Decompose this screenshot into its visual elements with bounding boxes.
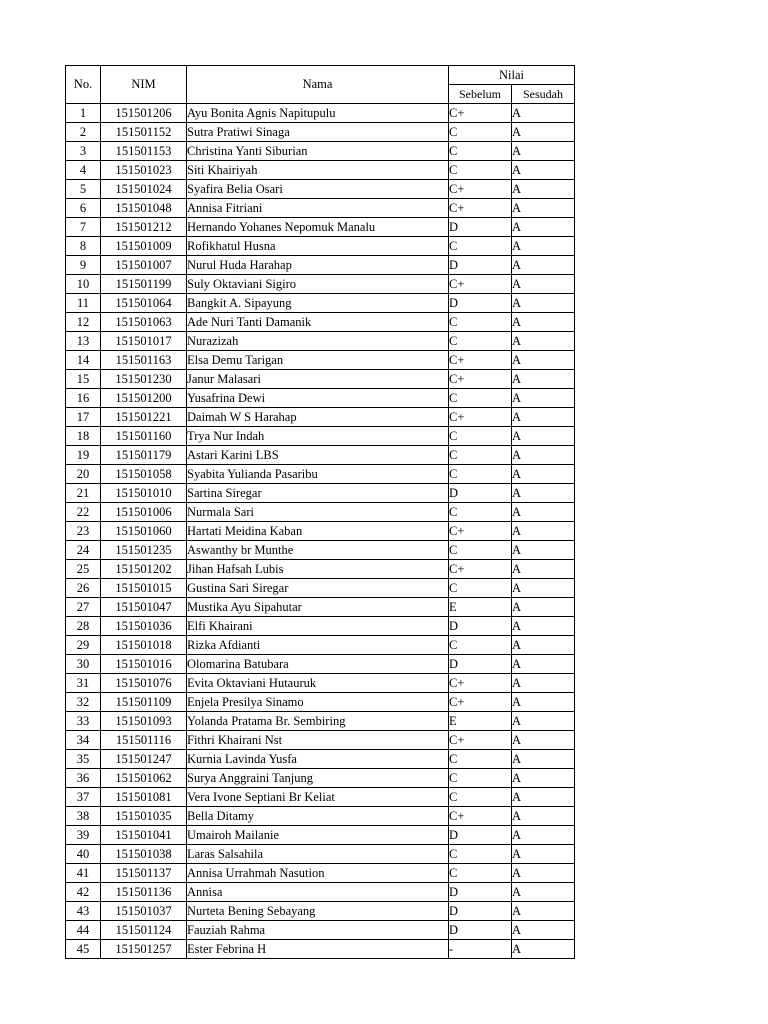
cell-nim: 151501058 [101, 465, 187, 484]
cell-sebelum: C+ [449, 674, 512, 693]
table-row [66, 142, 575, 161]
cell-sebelum: C [449, 769, 512, 788]
cell-no: 43 [66, 902, 101, 921]
table-body [66, 104, 575, 959]
table-row [66, 674, 575, 693]
cell-sesudah: A [512, 237, 575, 256]
header-nama: Nama [187, 66, 449, 104]
cell-no: 20 [66, 465, 101, 484]
cell-sebelum: C+ [449, 104, 512, 123]
cell-nama: Nurmala Sari [187, 503, 449, 522]
cell-sebelum: C [449, 427, 512, 446]
cell-nim: 151501024 [101, 180, 187, 199]
cell-sesudah: A [512, 750, 575, 769]
cell-sebelum: C [449, 579, 512, 598]
cell-no: 14 [66, 351, 101, 370]
cell-sesudah: A [512, 446, 575, 465]
header-no: No. [66, 66, 101, 104]
cell-sesudah: A [512, 370, 575, 389]
table-row [66, 123, 575, 142]
table-row [66, 275, 575, 294]
table-row [66, 351, 575, 370]
table-row [66, 750, 575, 769]
cell-nim: 151501200 [101, 389, 187, 408]
cell-nama: Annisa [187, 883, 449, 902]
cell-nim: 151501116 [101, 731, 187, 750]
table-row [66, 940, 575, 959]
cell-nim: 151501023 [101, 161, 187, 180]
cell-no: 21 [66, 484, 101, 503]
cell-nim: 151501015 [101, 579, 187, 598]
cell-sesudah: A [512, 864, 575, 883]
cell-sebelum: C+ [449, 180, 512, 199]
table-row [66, 218, 575, 237]
cell-sebelum: C [449, 313, 512, 332]
table-row [66, 826, 575, 845]
cell-nim: 151501124 [101, 921, 187, 940]
cell-no: 10 [66, 275, 101, 294]
cell-sesudah: A [512, 921, 575, 940]
cell-nama: Annisa Urrahmah Nasution [187, 864, 449, 883]
cell-no: 18 [66, 427, 101, 446]
cell-sebelum: C [449, 465, 512, 484]
cell-sebelum: C [449, 636, 512, 655]
cell-no: 7 [66, 218, 101, 237]
cell-nama: Siti Khairiyah [187, 161, 449, 180]
cell-nim: 151501212 [101, 218, 187, 237]
cell-sesudah: A [512, 180, 575, 199]
cell-nama: Sutra Pratiwi Sinaga [187, 123, 449, 142]
cell-nim: 151501006 [101, 503, 187, 522]
cell-nim: 151501036 [101, 617, 187, 636]
cell-sesudah: A [512, 712, 575, 731]
cell-no: 29 [66, 636, 101, 655]
cell-nama: Ayu Bonita Agnis Napitupulu [187, 104, 449, 123]
cell-nim: 151501109 [101, 693, 187, 712]
cell-nim: 151501136 [101, 883, 187, 902]
cell-sebelum: C [449, 845, 512, 864]
table-row [66, 731, 575, 750]
cell-nim: 151501035 [101, 807, 187, 826]
cell-sesudah: A [512, 313, 575, 332]
cell-no: 32 [66, 693, 101, 712]
cell-no: 44 [66, 921, 101, 940]
cell-sesudah: A [512, 845, 575, 864]
table-row [66, 655, 575, 674]
cell-nama: Fauziah Rahma [187, 921, 449, 940]
cell-nama: Aswanthy br Munthe [187, 541, 449, 560]
cell-nim: 151501152 [101, 123, 187, 142]
table-row [66, 199, 575, 218]
cell-nama: Yusafrina Dewi [187, 389, 449, 408]
table-row [66, 579, 575, 598]
cell-nim: 151501221 [101, 408, 187, 427]
cell-sebelum: C+ [449, 199, 512, 218]
cell-nama: Nurteta Bening Sebayang [187, 902, 449, 921]
cell-nim: 151501017 [101, 332, 187, 351]
table-row [66, 161, 575, 180]
table-row [66, 712, 575, 731]
cell-nim: 151501007 [101, 256, 187, 275]
cell-nama: Syabita Yulianda Pasaribu [187, 465, 449, 484]
cell-no: 9 [66, 256, 101, 275]
cell-nama: Nurul Huda Harahap [187, 256, 449, 275]
cell-no: 1 [66, 104, 101, 123]
cell-nim: 151501235 [101, 541, 187, 560]
cell-no: 22 [66, 503, 101, 522]
cell-nama: Astari Karini LBS [187, 446, 449, 465]
cell-nama: Hernando Yohanes Nepomuk Manalu [187, 218, 449, 237]
table-header [66, 66, 575, 104]
table-row [66, 484, 575, 503]
header-sebelum: Sebelum [449, 85, 512, 104]
cell-nama: Syafira Belia Osari [187, 180, 449, 199]
cell-no: 31 [66, 674, 101, 693]
cell-no: 23 [66, 522, 101, 541]
table-row [66, 598, 575, 617]
cell-nama: Gustina Sari Siregar [187, 579, 449, 598]
cell-no: 5 [66, 180, 101, 199]
cell-nim: 151501047 [101, 598, 187, 617]
cell-sebelum: C+ [449, 408, 512, 427]
cell-sebelum: C [449, 541, 512, 560]
cell-sebelum: C [449, 332, 512, 351]
cell-sebelum: D [449, 218, 512, 237]
cell-nim: 151501153 [101, 142, 187, 161]
table-row [66, 769, 575, 788]
cell-sebelum: D [449, 655, 512, 674]
table-row [66, 294, 575, 313]
cell-sesudah: A [512, 332, 575, 351]
cell-sesudah: A [512, 769, 575, 788]
cell-nim: 151501179 [101, 446, 187, 465]
cell-nama: Christina Yanti Siburian [187, 142, 449, 161]
cell-sesudah: A [512, 655, 575, 674]
cell-sesudah: A [512, 503, 575, 522]
cell-nim: 151501038 [101, 845, 187, 864]
cell-sebelum: D [449, 902, 512, 921]
cell-nama: Janur Malasari [187, 370, 449, 389]
table-row [66, 636, 575, 655]
cell-nim: 151501206 [101, 104, 187, 123]
cell-no: 42 [66, 883, 101, 902]
table-row [66, 389, 575, 408]
table-row [66, 332, 575, 351]
cell-no: 24 [66, 541, 101, 560]
cell-sebelum: D [449, 256, 512, 275]
cell-sebelum: C+ [449, 693, 512, 712]
table-row [66, 313, 575, 332]
cell-nama: Fithri Khairani Nst [187, 731, 449, 750]
cell-sebelum: C+ [449, 560, 512, 579]
cell-nama: Rizka Afdianti [187, 636, 449, 655]
cell-sesudah: A [512, 218, 575, 237]
cell-sesudah: A [512, 522, 575, 541]
table-row [66, 446, 575, 465]
cell-sebelum: C [449, 142, 512, 161]
cell-nim: 151501230 [101, 370, 187, 389]
cell-nama: Evita Oktaviani Hutauruk [187, 674, 449, 693]
cell-sesudah: A [512, 636, 575, 655]
cell-nama: Daimah W S Harahap [187, 408, 449, 427]
cell-nama: Ade Nuri Tanti Damanik [187, 313, 449, 332]
cell-sesudah: A [512, 560, 575, 579]
cell-nim: 151501041 [101, 826, 187, 845]
cell-sesudah: A [512, 940, 575, 959]
cell-nim: 151501202 [101, 560, 187, 579]
cell-nim: 151501247 [101, 750, 187, 769]
cell-no: 26 [66, 579, 101, 598]
cell-nama: Ester Febrina H [187, 940, 449, 959]
cell-nim: 151501163 [101, 351, 187, 370]
cell-nim: 151501076 [101, 674, 187, 693]
cell-nim: 151501063 [101, 313, 187, 332]
cell-nim: 151501010 [101, 484, 187, 503]
table-row [66, 256, 575, 275]
cell-no: 25 [66, 560, 101, 579]
cell-sesudah: A [512, 389, 575, 408]
cell-sebelum: E [449, 598, 512, 617]
cell-sebelum: D [449, 826, 512, 845]
cell-no: 33 [66, 712, 101, 731]
table-row [66, 427, 575, 446]
cell-sesudah: A [512, 294, 575, 313]
cell-nim: 151501199 [101, 275, 187, 294]
cell-nama: Elfi Khairani [187, 617, 449, 636]
table-row [66, 104, 575, 123]
table-row [66, 693, 575, 712]
cell-nim: 151501062 [101, 769, 187, 788]
cell-sebelum: C [449, 503, 512, 522]
cell-nama: Elsa Demu Tarigan [187, 351, 449, 370]
cell-sesudah: A [512, 408, 575, 427]
cell-sesudah: A [512, 123, 575, 142]
cell-no: 28 [66, 617, 101, 636]
header-nilai: Nilai [449, 66, 575, 85]
cell-nama: Nurazizah [187, 332, 449, 351]
cell-nama: Olomarina Batubara [187, 655, 449, 674]
table-row [66, 883, 575, 902]
cell-sebelum: D [449, 484, 512, 503]
cell-no: 41 [66, 864, 101, 883]
cell-sebelum: C [449, 864, 512, 883]
cell-sesudah: A [512, 598, 575, 617]
cell-sebelum: C+ [449, 370, 512, 389]
cell-sebelum: C+ [449, 275, 512, 294]
table-row [66, 560, 575, 579]
table-row [66, 408, 575, 427]
cell-nama: Surya Anggraini Tanjung [187, 769, 449, 788]
cell-sebelum: C+ [449, 351, 512, 370]
cell-sebelum: C [449, 389, 512, 408]
cell-sesudah: A [512, 465, 575, 484]
cell-sebelum: - [449, 940, 512, 959]
cell-sebelum: E [449, 712, 512, 731]
cell-no: 34 [66, 731, 101, 750]
cell-sebelum: C+ [449, 731, 512, 750]
cell-sesudah: A [512, 788, 575, 807]
cell-nama: Jihan Hafsah Lubis [187, 560, 449, 579]
table-row [66, 180, 575, 199]
cell-no: 16 [66, 389, 101, 408]
cell-sesudah: A [512, 617, 575, 636]
cell-no: 15 [66, 370, 101, 389]
table-row [66, 541, 575, 560]
cell-nama: Bella Ditamy [187, 807, 449, 826]
cell-no: 35 [66, 750, 101, 769]
cell-nama: Trya Nur Indah [187, 427, 449, 446]
cell-nama: Sartina Siregar [187, 484, 449, 503]
cell-no: 4 [66, 161, 101, 180]
grades-table [65, 65, 575, 959]
cell-no: 17 [66, 408, 101, 427]
cell-nim: 151501093 [101, 712, 187, 731]
table-row [66, 845, 575, 864]
cell-sesudah: A [512, 807, 575, 826]
cell-sesudah: A [512, 693, 575, 712]
cell-nim: 151501018 [101, 636, 187, 655]
cell-sesudah: A [512, 883, 575, 902]
cell-no: 3 [66, 142, 101, 161]
cell-nim: 151501064 [101, 294, 187, 313]
cell-sesudah: A [512, 484, 575, 503]
cell-nim: 151501137 [101, 864, 187, 883]
table-row [66, 807, 575, 826]
cell-nim: 151501060 [101, 522, 187, 541]
cell-no: 2 [66, 123, 101, 142]
cell-sesudah: A [512, 579, 575, 598]
header-nim: NIM [101, 66, 187, 104]
cell-sebelum: C [449, 446, 512, 465]
cell-no: 6 [66, 199, 101, 218]
cell-no: 19 [66, 446, 101, 465]
cell-sesudah: A [512, 674, 575, 693]
table-row [66, 864, 575, 883]
cell-sebelum: C [449, 788, 512, 807]
cell-no: 38 [66, 807, 101, 826]
cell-no: 27 [66, 598, 101, 617]
cell-sesudah: A [512, 427, 575, 446]
table-row [66, 237, 575, 256]
cell-nim: 151501257 [101, 940, 187, 959]
cell-nim: 151501081 [101, 788, 187, 807]
cell-sebelum: C [449, 161, 512, 180]
cell-sesudah: A [512, 826, 575, 845]
table-row [66, 617, 575, 636]
table-row [66, 503, 575, 522]
cell-nama: Hartati Meidina Kaban [187, 522, 449, 541]
cell-sebelum: D [449, 294, 512, 313]
cell-sesudah: A [512, 142, 575, 161]
cell-nama: Suly Oktaviani Sigiro [187, 275, 449, 294]
cell-no: 13 [66, 332, 101, 351]
cell-sesudah: A [512, 161, 575, 180]
cell-no: 12 [66, 313, 101, 332]
cell-no: 37 [66, 788, 101, 807]
cell-nama: Laras Salsahila [187, 845, 449, 864]
cell-nama: Rofikhatul Husna [187, 237, 449, 256]
cell-nim: 151501048 [101, 199, 187, 218]
cell-sebelum: C [449, 237, 512, 256]
cell-no: 11 [66, 294, 101, 313]
cell-no: 45 [66, 940, 101, 959]
table-row [66, 370, 575, 389]
cell-sebelum: D [449, 617, 512, 636]
cell-nama: Enjela Presilya Sinamo [187, 693, 449, 712]
cell-sesudah: A [512, 104, 575, 123]
cell-sebelum: D [449, 921, 512, 940]
cell-sesudah: A [512, 275, 575, 294]
cell-nama: Mustika Ayu Sipahutar [187, 598, 449, 617]
cell-sesudah: A [512, 902, 575, 921]
cell-nim: 151501037 [101, 902, 187, 921]
cell-no: 36 [66, 769, 101, 788]
header-sesudah: Sesudah [512, 85, 575, 104]
table-row [66, 902, 575, 921]
table-row [66, 465, 575, 484]
cell-sesudah: A [512, 541, 575, 560]
cell-sesudah: A [512, 256, 575, 275]
cell-sebelum: D [449, 883, 512, 902]
cell-no: 8 [66, 237, 101, 256]
cell-no: 39 [66, 826, 101, 845]
cell-no: 30 [66, 655, 101, 674]
cell-nama: Vera Ivone Septiani Br Keliat [187, 788, 449, 807]
cell-sesudah: A [512, 351, 575, 370]
cell-nama: Annisa Fitriani [187, 199, 449, 218]
cell-nama: Yolanda Pratama Br. Sembiring [187, 712, 449, 731]
table-row [66, 788, 575, 807]
cell-nim: 151501009 [101, 237, 187, 256]
cell-nama: Bangkit A. Sipayung [187, 294, 449, 313]
cell-no: 40 [66, 845, 101, 864]
cell-sesudah: A [512, 199, 575, 218]
header-row-top [66, 66, 575, 85]
cell-sebelum: C+ [449, 522, 512, 541]
cell-nama: Kurnia Lavinda Yusfa [187, 750, 449, 769]
cell-sebelum: C [449, 123, 512, 142]
cell-sesudah: A [512, 731, 575, 750]
table-row [66, 921, 575, 940]
cell-sebelum: C+ [449, 807, 512, 826]
cell-sebelum: C [449, 750, 512, 769]
cell-nim: 151501160 [101, 427, 187, 446]
cell-nim: 151501016 [101, 655, 187, 674]
cell-nama: Umairoh Mailanie [187, 826, 449, 845]
table-row [66, 522, 575, 541]
